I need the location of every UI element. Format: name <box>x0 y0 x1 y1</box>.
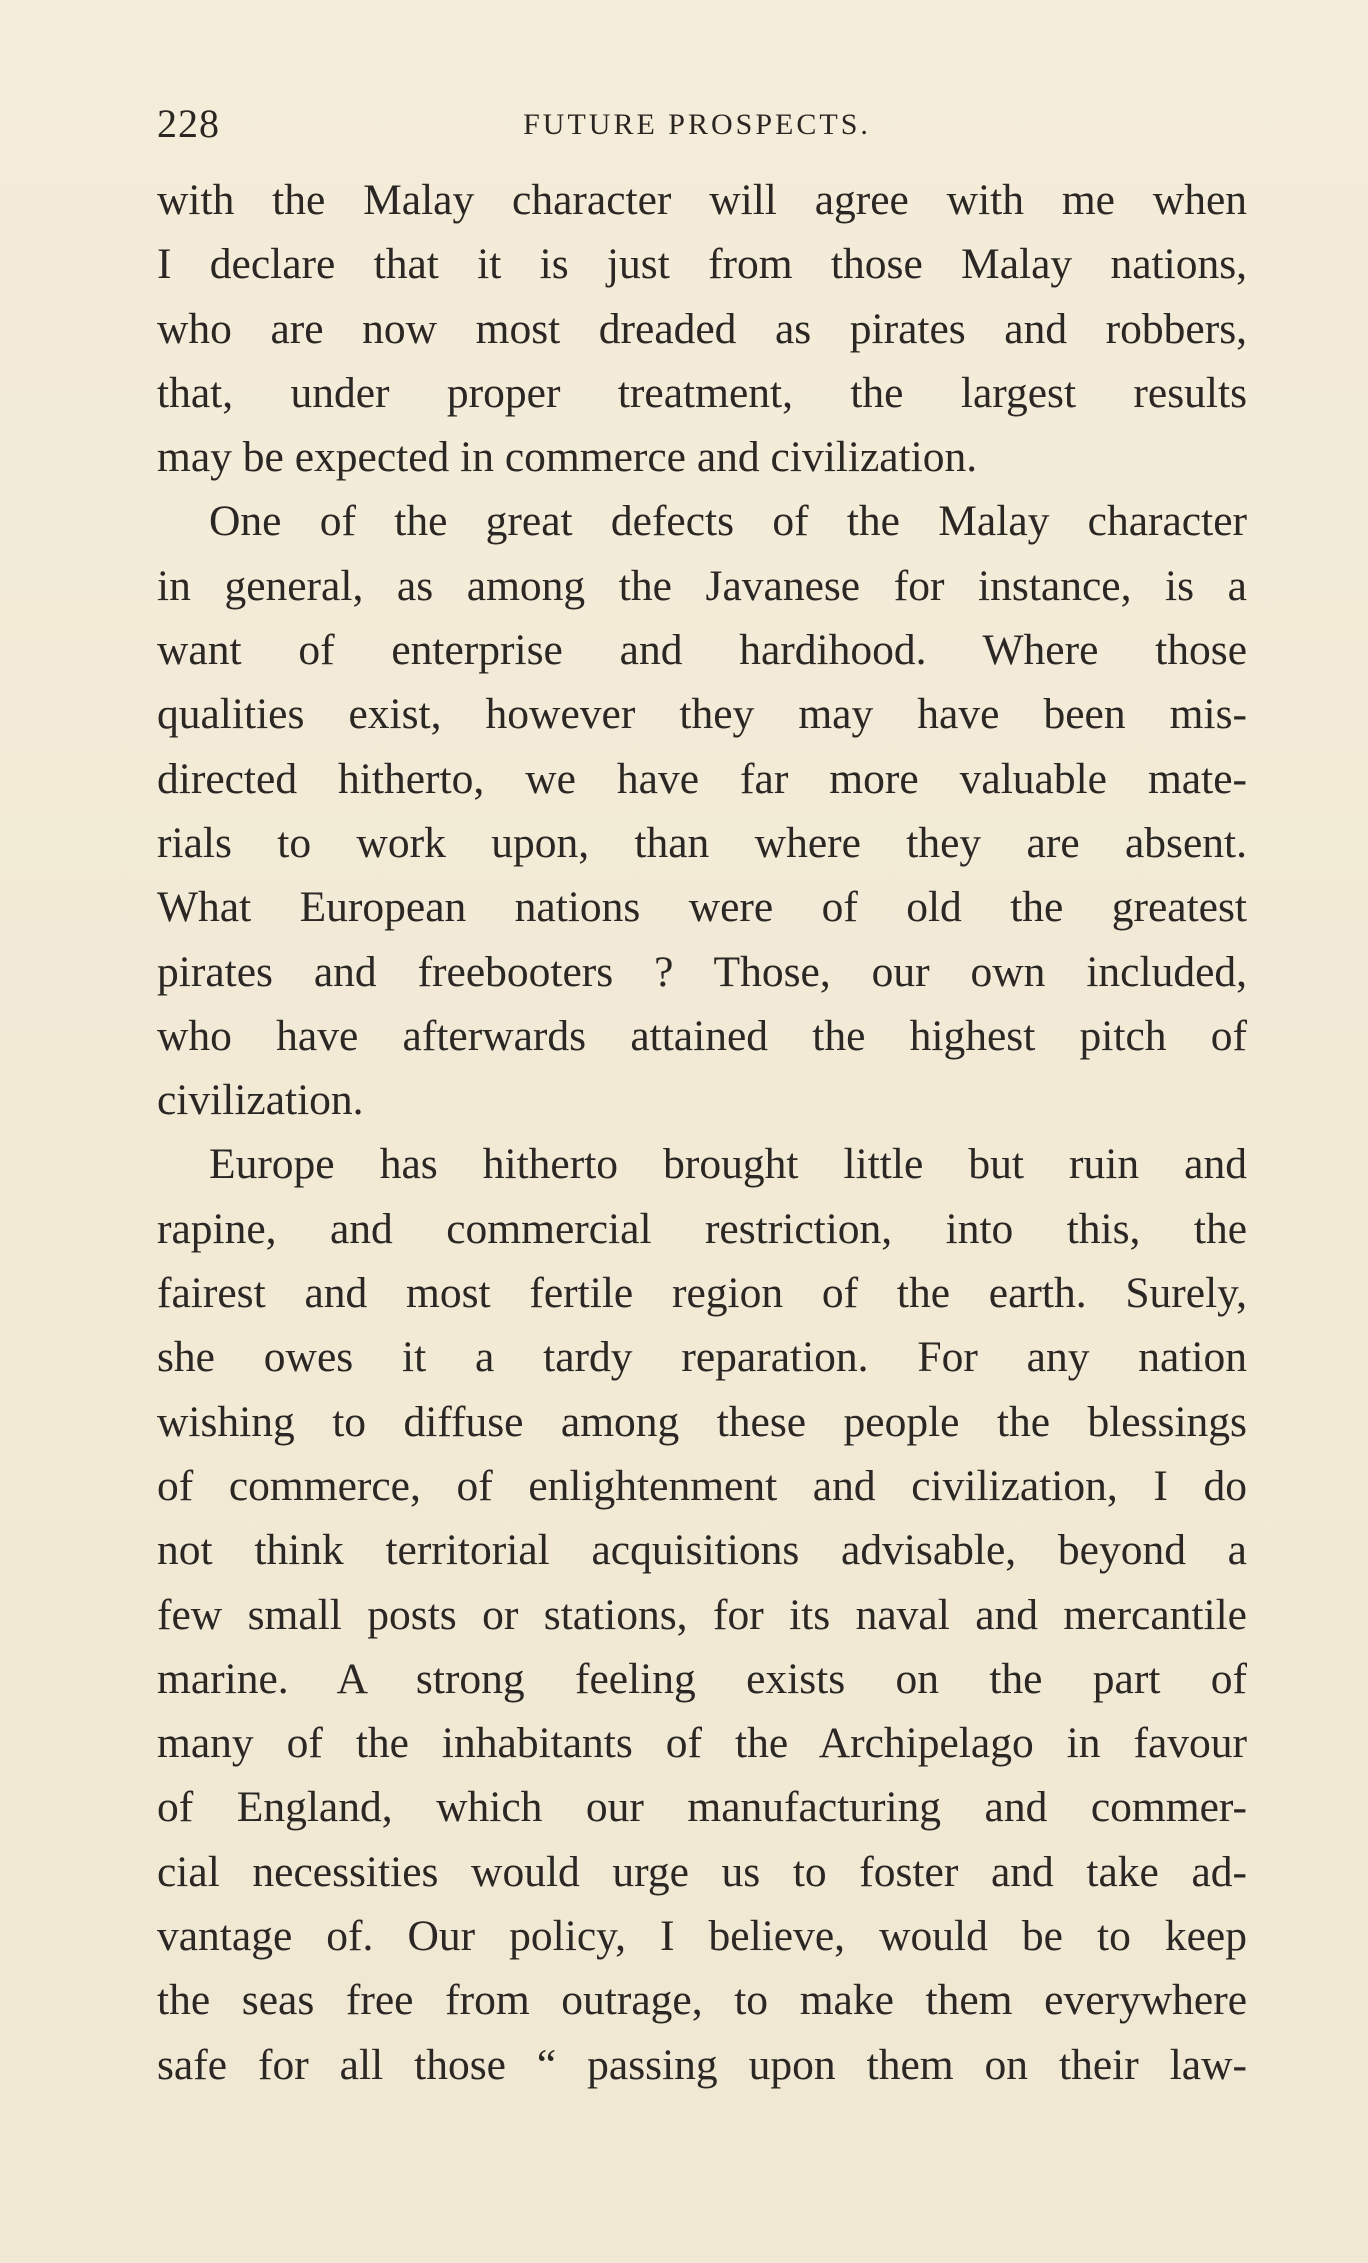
text-line: not think territorial acquisitions advisable, beyond a <box>157 1526 1247 1575</box>
text-line: with the Malay character will agree with me when <box>157 176 1247 224</box>
text-line: want of enterprise and hardihood. Where those <box>157 626 1247 675</box>
text-line: who have afterwards attained the highest pitch of <box>157 1011 1247 1060</box>
text-line: vantage of. Our policy, I believe, would be to keep <box>157 1912 1247 1961</box>
body-text <box>157 168 1247 2097</box>
text-line: civilization. <box>157 1076 364 1125</box>
text-line: few small posts or stations, for its naval and mercantile <box>157 1590 1247 1639</box>
text-line: safe for all those “ passing upon them on their law- <box>157 2040 1247 2089</box>
page-header <box>157 100 1237 160</box>
text-line: many of the inhabitants of the Archipelago in favour <box>157 1719 1247 1768</box>
text-line: wishing to diffuse among these people the blessings <box>157 1397 1247 1446</box>
running-head: FUTURE PROSPECTS. <box>523 108 871 141</box>
text-line: she owes it a tardy reparation. For any nation <box>157 1333 1247 1382</box>
text-line: qualities exist, however they may have been mis- <box>157 690 1247 739</box>
text-line: that, under proper treatment, the largest results <box>157 368 1247 417</box>
text-line: rials to work upon, than where they are absent. <box>157 818 1247 867</box>
text-line: in general, as among the Javanese for instance, is a <box>157 561 1247 610</box>
text-line: of England, which our manufacturing and commer- <box>157 1783 1247 1832</box>
page-number: 228 <box>157 101 220 146</box>
text-line: fairest and most fertile region of the earth. Surely, <box>157 1269 1247 1318</box>
text-line: marine. A strong feeling exists on the part of <box>157 1654 1247 1703</box>
text-line: the seas free from outrage, to make them everywhere <box>157 1976 1247 2025</box>
text-line: What European nations were of old the greatest <box>157 883 1247 932</box>
text-line: of commerce, of enlightenment and civilization, I do <box>157 1461 1247 1510</box>
text-line: cial necessities would urge us to foster and take ad- <box>157 1847 1247 1896</box>
text-line: may be expected in commerce and civilization. <box>157 433 978 482</box>
text-line: pirates and freebooters ? Those, our own included, <box>157 947 1247 996</box>
text-line: One of the great defects of the Malay character <box>209 497 1247 546</box>
text-line: Europe has hitherto brought little but ruin and <box>209 1140 1247 1189</box>
text-line: rapine, and commercial restriction, into this, the <box>157 1204 1247 1253</box>
text-line: I declare that it is just from those Malay nations, <box>157 240 1247 289</box>
text-line: who are now most dreaded as pirates and robbers, <box>157 304 1247 353</box>
text-line: directed hitherto, we have far more valuable mate- <box>157 754 1247 803</box>
